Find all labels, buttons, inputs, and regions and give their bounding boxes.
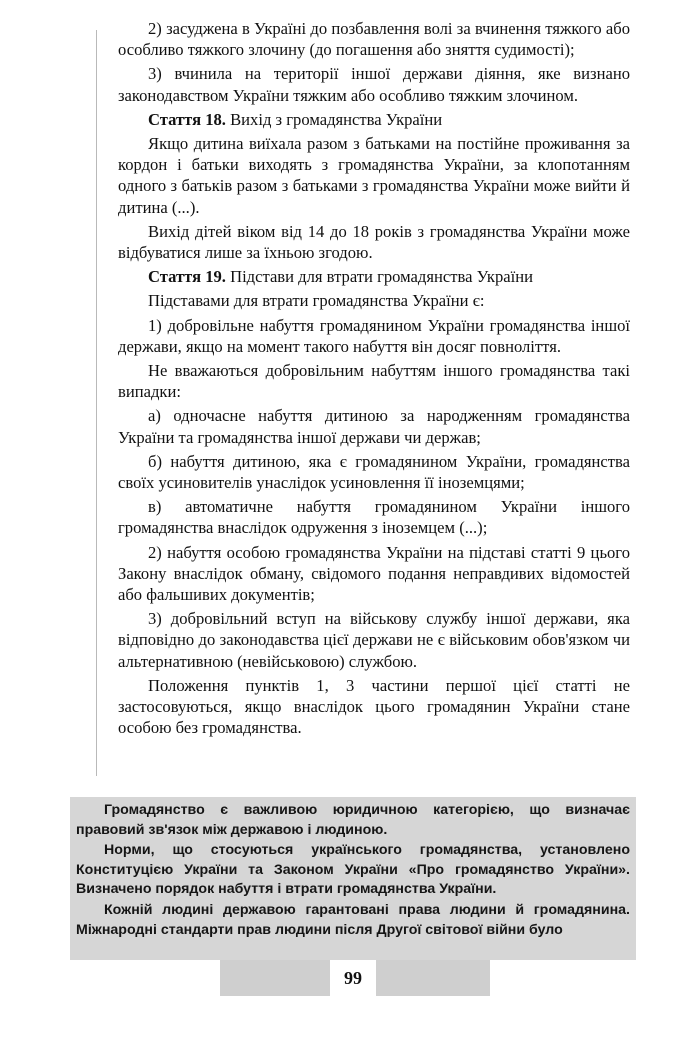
footer-bar-left bbox=[220, 960, 330, 996]
margin-rule bbox=[96, 30, 97, 776]
article-18-label: Стаття 18. bbox=[148, 109, 226, 129]
summary-paragraph: Громадянство є важливою юридичною категорією, що визначає правовий зв'язок між державою і людиною. bbox=[76, 802, 630, 838]
paragraph: 3) добровільний вступ на військову службу іншої держави, яка відповідно до законодавства цієї держави не є військовим обов'язком чи альтернативною (невійськовою) службою. bbox=[118, 609, 630, 671]
paragraph: 1) добровільне набуття громадянином України громадянства іншої держави, якщо на момент такого набуття він досяг повноліття. bbox=[118, 315, 630, 356]
paragraph: 2) засуджена в Україні до позбавлення волі за вчинення тяжкого або особливо тяжкого злочину (до погашення або зняття судимості); bbox=[118, 19, 630, 60]
article-19-title: Підстави для втрати громадянства України bbox=[225, 267, 533, 287]
paragraph: Не вважаються добровільним набуттям іншого громадянства такі випадки: bbox=[118, 361, 630, 402]
paragraph: Якщо дитина виїхала разом з батьками на постійне проживання за кордон і батьки виходять з громадянства України, за клопотанням одного з батьків разом з батьками з громадянства України може вийти й дитина (...). bbox=[118, 134, 630, 217]
paragraph: а) одночасне набуття дитиною за народженням громадянства України та громадянства іншої держави чи держав; bbox=[118, 406, 630, 447]
summary-box bbox=[70, 797, 636, 960]
article-18-title: Вихід з громадянства України bbox=[225, 109, 443, 129]
paragraph: Підставами для втрати громадянства України є: bbox=[148, 291, 485, 311]
article-19-label: Стаття 19. bbox=[148, 267, 226, 287]
article-19-heading bbox=[118, 266, 630, 287]
summary-paragraph: Норми, що стосуються українського громадянства, установлено Конституцією України та Законом України «Про громадянство України». Визначено порядок набуття і втрати громадянства України. bbox=[76, 842, 630, 898]
article-text bbox=[118, 18, 630, 742]
paragraph: Положення пунктів 1, 3 частини першої цієї статті не застосовуються, якщо внаслідок цього громадянин України стане особою без громадянства. bbox=[118, 675, 630, 738]
paragraph: Вихід дітей віком від 14 до 18 років з громадянства України може відбуватися лише за їхньою згодою. bbox=[118, 221, 630, 263]
paragraph: б) набуття дитиною, яка є громадянином України, громадянства своїх усиновителів унаслідок усиновлення її іноземцями; bbox=[118, 451, 630, 493]
paragraph: 2) набуття особою громадянства України на підставі статті 9 цього Закону внаслідок обману, свідомого подання неправдивих відомостей або фальшивих документів; bbox=[118, 542, 630, 605]
paragraph: в) автоматичне набуття громадянином України іншого громадянства внаслідок одруження з іноземцем (...); bbox=[118, 497, 630, 538]
article-18-heading bbox=[118, 109, 630, 130]
footer-bar-right bbox=[376, 960, 490, 996]
summary-paragraph: Кожній людині державою гарантовані права людини й громадянина. Міжнародні стандарти прав людини після Другої світової війни було bbox=[76, 901, 630, 938]
paragraph: 3) вчинила на території іншої держави діяння, яке визнано законодавством України тяжким або особливо тяжким злочином. bbox=[118, 64, 630, 105]
page-number: 99 bbox=[344, 968, 362, 988]
